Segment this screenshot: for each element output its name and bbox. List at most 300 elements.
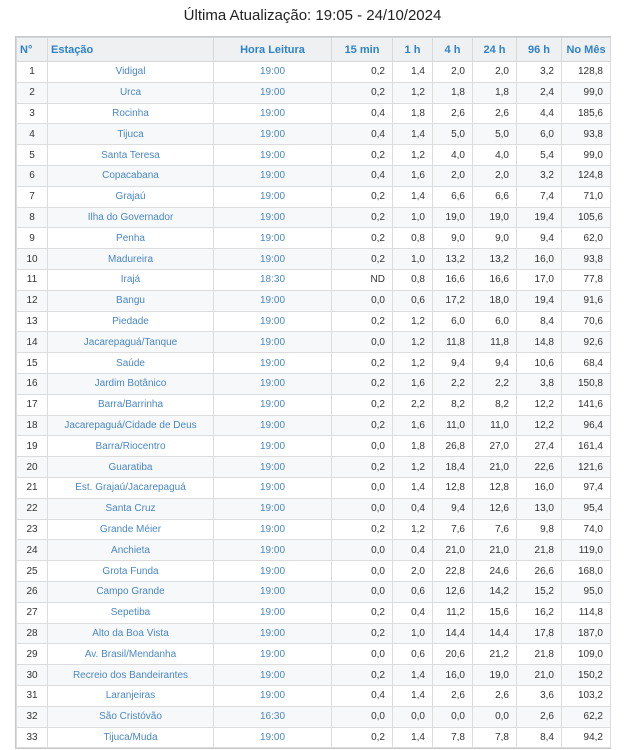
rain-24h: 2,6 bbox=[473, 103, 517, 124]
reading-time: 19:00 bbox=[214, 665, 332, 686]
rain-month: 185,6 bbox=[562, 103, 611, 124]
station-number: 32 bbox=[17, 706, 48, 727]
rain-15min: 0,4 bbox=[332, 103, 393, 124]
rain-1h: 0,4 bbox=[393, 602, 433, 623]
rain-24h: 24,6 bbox=[473, 561, 517, 582]
rain-96h: 3,2 bbox=[517, 62, 562, 83]
rain-month: 99,0 bbox=[562, 82, 611, 103]
rain-96h: 22,6 bbox=[517, 457, 562, 478]
table-row bbox=[17, 727, 611, 748]
table-row bbox=[17, 353, 611, 374]
station-number: 31 bbox=[17, 685, 48, 706]
rain-15min: 0,2 bbox=[332, 665, 393, 686]
rain-15min: 0,0 bbox=[332, 561, 393, 582]
rain-96h: 9,8 bbox=[517, 519, 562, 540]
reading-time: 19:00 bbox=[214, 290, 332, 311]
reading-time: 19:00 bbox=[214, 477, 332, 498]
rain-1h: 0,8 bbox=[393, 228, 433, 249]
rain-1h: 0,6 bbox=[393, 581, 433, 602]
station-name: Penha bbox=[48, 228, 214, 249]
reading-time: 19:00 bbox=[214, 332, 332, 353]
rain-month: 99,0 bbox=[562, 145, 611, 166]
rain-96h: 3,6 bbox=[517, 685, 562, 706]
rain-24h: 12,8 bbox=[473, 477, 517, 498]
rain-15min: 0,0 bbox=[332, 290, 393, 311]
rain-24h: 19,0 bbox=[473, 665, 517, 686]
col-header-number[interactable]: N° bbox=[17, 38, 48, 62]
station-number: 4 bbox=[17, 124, 48, 145]
rain-4h: 17,2 bbox=[433, 290, 473, 311]
rain-96h: 4,4 bbox=[517, 103, 562, 124]
rain-month: 77,8 bbox=[562, 269, 611, 290]
rain-96h: 3,8 bbox=[517, 373, 562, 394]
reading-time: 19:00 bbox=[214, 498, 332, 519]
rain-1h: 1,2 bbox=[393, 82, 433, 103]
rain-month: 114,8 bbox=[562, 602, 611, 623]
rain-96h: 10,6 bbox=[517, 353, 562, 374]
table-row bbox=[17, 436, 611, 457]
table-body bbox=[17, 62, 611, 748]
table-row bbox=[17, 228, 611, 249]
rain-1h: 0,4 bbox=[393, 498, 433, 519]
rain-96h: 17,0 bbox=[517, 269, 562, 290]
reading-time: 19:00 bbox=[214, 373, 332, 394]
rain-month: 92,6 bbox=[562, 332, 611, 353]
rain-1h: 0,0 bbox=[393, 706, 433, 727]
rainfall-table-container bbox=[15, 36, 611, 749]
rain-24h: 21,2 bbox=[473, 644, 517, 665]
table-row bbox=[17, 124, 611, 145]
rain-24h: 16,6 bbox=[473, 269, 517, 290]
rain-96h: 2,4 bbox=[517, 82, 562, 103]
col-header-reading-time[interactable]: Hora Leitura bbox=[214, 38, 332, 62]
station-name: Jacarepaguá/Cidade de Deus bbox=[48, 415, 214, 436]
reading-time: 19:00 bbox=[214, 727, 332, 748]
rain-15min: 0,2 bbox=[332, 373, 393, 394]
rain-24h: 14,2 bbox=[473, 581, 517, 602]
station-number: 6 bbox=[17, 165, 48, 186]
rain-4h: 11,0 bbox=[433, 415, 473, 436]
reading-time: 19:00 bbox=[214, 394, 332, 415]
rain-1h: 1,2 bbox=[393, 145, 433, 166]
station-number: 20 bbox=[17, 457, 48, 478]
rain-1h: 1,2 bbox=[393, 353, 433, 374]
rain-1h: 1,4 bbox=[393, 665, 433, 686]
station-number: 13 bbox=[17, 311, 48, 332]
rain-15min: 0,2 bbox=[332, 62, 393, 83]
rain-month: 93,8 bbox=[562, 124, 611, 145]
rain-96h: 8,4 bbox=[517, 311, 562, 332]
rain-15min: 0,0 bbox=[332, 332, 393, 353]
rain-15min: 0,0 bbox=[332, 644, 393, 665]
rain-24h: 8,2 bbox=[473, 394, 517, 415]
table-row bbox=[17, 249, 611, 270]
table-row bbox=[17, 685, 611, 706]
rain-1h: 1,4 bbox=[393, 477, 433, 498]
rain-month: 95,4 bbox=[562, 498, 611, 519]
station-number: 14 bbox=[17, 332, 48, 353]
reading-time: 19:00 bbox=[214, 165, 332, 186]
rain-24h: 11,0 bbox=[473, 415, 517, 436]
reading-time: 19:00 bbox=[214, 561, 332, 582]
rain-4h: 16,0 bbox=[433, 665, 473, 686]
reading-time: 19:00 bbox=[214, 415, 332, 436]
table-row bbox=[17, 498, 611, 519]
station-name: Barra/Barrinha bbox=[48, 394, 214, 415]
station-number: 5 bbox=[17, 145, 48, 166]
rain-24h: 19,0 bbox=[473, 207, 517, 228]
station-name: São Cristóvão bbox=[48, 706, 214, 727]
rain-15min: 0,2 bbox=[332, 249, 393, 270]
rain-month: 103,2 bbox=[562, 685, 611, 706]
table-row bbox=[17, 290, 611, 311]
rain-1h: 0,4 bbox=[393, 540, 433, 561]
rain-24h: 27,0 bbox=[473, 436, 517, 457]
rain-24h: 14,4 bbox=[473, 623, 517, 644]
rain-15min: 0,2 bbox=[332, 623, 393, 644]
station-name: Irajá bbox=[48, 269, 214, 290]
col-header-24h[interactable]: 24 h bbox=[473, 38, 517, 62]
station-name: Av. Brasil/Mendanha bbox=[48, 644, 214, 665]
rain-15min: 0,2 bbox=[332, 353, 393, 374]
rain-24h: 13,2 bbox=[473, 249, 517, 270]
reading-time: 19:00 bbox=[214, 124, 332, 145]
station-number: 18 bbox=[17, 415, 48, 436]
reading-time: 16:30 bbox=[214, 706, 332, 727]
rain-4h: 2,2 bbox=[433, 373, 473, 394]
rain-1h: 1,2 bbox=[393, 519, 433, 540]
rain-4h: 5,0 bbox=[433, 124, 473, 145]
rain-month: 74,0 bbox=[562, 519, 611, 540]
rain-24h: 4,0 bbox=[473, 145, 517, 166]
rain-96h: 13,0 bbox=[517, 498, 562, 519]
station-name: Tijuca bbox=[48, 124, 214, 145]
rain-24h: 7,8 bbox=[473, 727, 517, 748]
rain-24h: 6,6 bbox=[473, 186, 517, 207]
station-name: Campo Grande bbox=[48, 581, 214, 602]
table-row bbox=[17, 186, 611, 207]
station-name: Barra/Riocentro bbox=[48, 436, 214, 457]
rain-24h: 2,6 bbox=[473, 685, 517, 706]
rain-1h: 1,2 bbox=[393, 332, 433, 353]
rain-15min: 0,0 bbox=[332, 540, 393, 561]
rain-4h: 8,2 bbox=[433, 394, 473, 415]
table-row bbox=[17, 269, 611, 290]
rain-96h: 3,2 bbox=[517, 165, 562, 186]
station-number: 15 bbox=[17, 353, 48, 374]
rain-24h: 21,0 bbox=[473, 457, 517, 478]
rain-1h: 1,6 bbox=[393, 415, 433, 436]
reading-time: 19:00 bbox=[214, 519, 332, 540]
table-row bbox=[17, 415, 611, 436]
reading-time: 19:00 bbox=[214, 103, 332, 124]
rain-1h: 1,4 bbox=[393, 62, 433, 83]
rain-96h: 16,0 bbox=[517, 249, 562, 270]
rain-4h: 11,2 bbox=[433, 602, 473, 623]
col-header-4h[interactable]: 4 h bbox=[433, 38, 473, 62]
rain-1h: 2,0 bbox=[393, 561, 433, 582]
rain-96h: 7,4 bbox=[517, 186, 562, 207]
rain-4h: 9,0 bbox=[433, 228, 473, 249]
rain-month: 91,6 bbox=[562, 290, 611, 311]
rain-4h: 6,6 bbox=[433, 186, 473, 207]
page-title: Última Atualização: 19:05 - 24/10/2024 bbox=[183, 7, 442, 24]
station-number: 1 bbox=[17, 62, 48, 83]
table-row bbox=[17, 103, 611, 124]
reading-time: 19:00 bbox=[214, 685, 332, 706]
station-number: 8 bbox=[17, 207, 48, 228]
rain-1h: 1,2 bbox=[393, 457, 433, 478]
rain-15min: 0,2 bbox=[332, 602, 393, 623]
rain-24h: 21,0 bbox=[473, 540, 517, 561]
table-row bbox=[17, 457, 611, 478]
rain-month: 62,0 bbox=[562, 228, 611, 249]
station-number: 25 bbox=[17, 561, 48, 582]
rain-1h: 1,0 bbox=[393, 207, 433, 228]
rain-96h: 16,0 bbox=[517, 477, 562, 498]
rain-4h: 12,6 bbox=[433, 581, 473, 602]
reading-time: 19:00 bbox=[214, 311, 332, 332]
col-header-month[interactable]: No Mês bbox=[562, 38, 611, 62]
rain-1h: 1,8 bbox=[393, 436, 433, 457]
rain-month: 150,2 bbox=[562, 665, 611, 686]
rain-96h: 14,8 bbox=[517, 332, 562, 353]
rain-15min: 0,2 bbox=[332, 457, 393, 478]
rain-96h: 16,2 bbox=[517, 602, 562, 623]
rain-15min: 0,2 bbox=[332, 186, 393, 207]
rain-15min: 0,2 bbox=[332, 145, 393, 166]
station-name: Copacabana bbox=[48, 165, 214, 186]
station-number: 21 bbox=[17, 477, 48, 498]
table-row bbox=[17, 623, 611, 644]
rain-24h: 11,8 bbox=[473, 332, 517, 353]
col-header-96h[interactable]: 96 h bbox=[517, 38, 562, 62]
rain-4h: 9,4 bbox=[433, 353, 473, 374]
reading-time: 19:00 bbox=[214, 228, 332, 249]
rain-24h: 6,0 bbox=[473, 311, 517, 332]
rain-4h: 4,0 bbox=[433, 145, 473, 166]
rain-month: 93,8 bbox=[562, 249, 611, 270]
rain-24h: 2,0 bbox=[473, 62, 517, 83]
rain-4h: 2,6 bbox=[433, 103, 473, 124]
col-header-15min[interactable]: 15 min bbox=[332, 38, 393, 62]
rain-4h: 14,4 bbox=[433, 623, 473, 644]
station-number: 10 bbox=[17, 249, 48, 270]
station-name: Urca bbox=[48, 82, 214, 103]
rain-1h: 1,0 bbox=[393, 623, 433, 644]
rain-4h: 19,0 bbox=[433, 207, 473, 228]
reading-time: 19:00 bbox=[214, 581, 332, 602]
reading-time: 19:00 bbox=[214, 353, 332, 374]
station-name: Grajaú bbox=[48, 186, 214, 207]
table-row bbox=[17, 394, 611, 415]
station-name: Santa Cruz bbox=[48, 498, 214, 519]
rain-month: 97,4 bbox=[562, 477, 611, 498]
station-name: Vidigal bbox=[48, 62, 214, 83]
station-number: 19 bbox=[17, 436, 48, 457]
rain-4h: 22,8 bbox=[433, 561, 473, 582]
rain-month: 70,6 bbox=[562, 311, 611, 332]
table-row bbox=[17, 561, 611, 582]
rain-15min: 0,4 bbox=[332, 685, 393, 706]
table-row bbox=[17, 332, 611, 353]
station-number: 33 bbox=[17, 727, 48, 748]
rain-4h: 1,8 bbox=[433, 82, 473, 103]
rain-96h: 19,4 bbox=[517, 207, 562, 228]
rain-month: 105,6 bbox=[562, 207, 611, 228]
rain-1h: 1,4 bbox=[393, 124, 433, 145]
rain-month: 187,0 bbox=[562, 623, 611, 644]
rain-1h: 1,8 bbox=[393, 103, 433, 124]
rain-96h: 9,4 bbox=[517, 228, 562, 249]
rain-96h: 5,4 bbox=[517, 145, 562, 166]
rain-month: 121,6 bbox=[562, 457, 611, 478]
rain-month: 62,2 bbox=[562, 706, 611, 727]
station-number: 12 bbox=[17, 290, 48, 311]
station-name: Laranjeiras bbox=[48, 685, 214, 706]
rain-24h: 18,0 bbox=[473, 290, 517, 311]
table-row bbox=[17, 311, 611, 332]
rain-15min: 0,2 bbox=[332, 519, 393, 540]
rain-24h: 5,0 bbox=[473, 124, 517, 145]
station-number: 24 bbox=[17, 540, 48, 561]
table-row bbox=[17, 477, 611, 498]
reading-time: 19:00 bbox=[214, 249, 332, 270]
rain-month: 94,2 bbox=[562, 727, 611, 748]
rain-4h: 6,0 bbox=[433, 311, 473, 332]
table-row bbox=[17, 165, 611, 186]
station-name: Recreio dos Bandeirantes bbox=[48, 665, 214, 686]
rain-4h: 9,4 bbox=[433, 498, 473, 519]
rain-15min: 0,4 bbox=[332, 165, 393, 186]
rain-15min: 0,0 bbox=[332, 477, 393, 498]
table-row bbox=[17, 581, 611, 602]
rain-month: 124,8 bbox=[562, 165, 611, 186]
rain-1h: 0,6 bbox=[393, 290, 433, 311]
rain-month: 150,8 bbox=[562, 373, 611, 394]
station-number: 11 bbox=[17, 269, 48, 290]
station-name: Jardim Botânico bbox=[48, 373, 214, 394]
station-name: Est. Grajaú/Jacarepaguá bbox=[48, 477, 214, 498]
station-number: 27 bbox=[17, 602, 48, 623]
rain-4h: 18,4 bbox=[433, 457, 473, 478]
station-name: Bangu bbox=[48, 290, 214, 311]
rain-month: 141,6 bbox=[562, 394, 611, 415]
table-row bbox=[17, 665, 611, 686]
rain-96h: 12,2 bbox=[517, 394, 562, 415]
station-number: 30 bbox=[17, 665, 48, 686]
rain-15min: 0,0 bbox=[332, 581, 393, 602]
table-row bbox=[17, 62, 611, 83]
station-name: Anchieta bbox=[48, 540, 214, 561]
rain-24h: 15,6 bbox=[473, 602, 517, 623]
rain-15min: 0,2 bbox=[332, 228, 393, 249]
rain-24h: 1,8 bbox=[473, 82, 517, 103]
reading-time: 19:00 bbox=[214, 623, 332, 644]
rain-96h: 19,4 bbox=[517, 290, 562, 311]
table-row bbox=[17, 644, 611, 665]
rain-15min: 0,0 bbox=[332, 498, 393, 519]
table-row bbox=[17, 145, 611, 166]
station-name: Alto da Boa Vista bbox=[48, 623, 214, 644]
rain-4h: 11,8 bbox=[433, 332, 473, 353]
rain-24h: 7,6 bbox=[473, 519, 517, 540]
station-name: Sepetiba bbox=[48, 602, 214, 623]
rain-96h: 8,4 bbox=[517, 727, 562, 748]
rain-month: 161,4 bbox=[562, 436, 611, 457]
table-row bbox=[17, 82, 611, 103]
rain-96h: 15,2 bbox=[517, 581, 562, 602]
rain-15min: 0,2 bbox=[332, 394, 393, 415]
rain-4h: 21,0 bbox=[433, 540, 473, 561]
station-number: 7 bbox=[17, 186, 48, 207]
rain-15min: 0,4 bbox=[332, 124, 393, 145]
reading-time: 19:00 bbox=[214, 186, 332, 207]
station-number: 17 bbox=[17, 394, 48, 415]
reading-time: 19:00 bbox=[214, 457, 332, 478]
rain-96h: 2,6 bbox=[517, 706, 562, 727]
rain-96h: 12,2 bbox=[517, 415, 562, 436]
station-name: Jacarepaguá/Tanque bbox=[48, 332, 214, 353]
rain-96h: 21,8 bbox=[517, 540, 562, 561]
reading-time: 19:00 bbox=[214, 82, 332, 103]
rain-4h: 7,8 bbox=[433, 727, 473, 748]
rain-1h: 1,2 bbox=[393, 311, 433, 332]
rain-15min: 0,2 bbox=[332, 82, 393, 103]
rain-15min: ND bbox=[332, 269, 393, 290]
station-number: 9 bbox=[17, 228, 48, 249]
rain-15min: 0,2 bbox=[332, 415, 393, 436]
station-name: Rocinha bbox=[48, 103, 214, 124]
table-row bbox=[17, 519, 611, 540]
rain-1h: 0,8 bbox=[393, 269, 433, 290]
reading-time: 18:30 bbox=[214, 269, 332, 290]
rain-4h: 2,6 bbox=[433, 685, 473, 706]
station-name: Santa Teresa bbox=[48, 145, 214, 166]
station-name: Ilha do Governador bbox=[48, 207, 214, 228]
rain-1h: 1,0 bbox=[393, 249, 433, 270]
rain-96h: 21,8 bbox=[517, 644, 562, 665]
rain-month: 68,4 bbox=[562, 353, 611, 374]
station-number: 2 bbox=[17, 82, 48, 103]
rain-15min: 0,0 bbox=[332, 706, 393, 727]
rain-1h: 0,6 bbox=[393, 644, 433, 665]
col-header-station[interactable]: Estação bbox=[48, 38, 214, 62]
station-number: 23 bbox=[17, 519, 48, 540]
rain-1h: 2,2 bbox=[393, 394, 433, 415]
rainfall-table bbox=[16, 37, 611, 748]
table-row bbox=[17, 540, 611, 561]
table-row bbox=[17, 373, 611, 394]
station-name: Grota Funda bbox=[48, 561, 214, 582]
station-number: 22 bbox=[17, 498, 48, 519]
rain-4h: 12,8 bbox=[433, 477, 473, 498]
table-row bbox=[17, 207, 611, 228]
station-name: Saúde bbox=[48, 353, 214, 374]
col-header-1h[interactable]: 1 h bbox=[393, 38, 433, 62]
reading-time: 19:00 bbox=[214, 207, 332, 228]
rain-month: 71,0 bbox=[562, 186, 611, 207]
rain-96h: 6,0 bbox=[517, 124, 562, 145]
rain-month: 168,0 bbox=[562, 561, 611, 582]
rain-month: 128,8 bbox=[562, 62, 611, 83]
rain-month: 119,0 bbox=[562, 540, 611, 561]
rain-15min: 0,2 bbox=[332, 311, 393, 332]
station-name: Tijuca/Muda bbox=[48, 727, 214, 748]
rain-4h: 13,2 bbox=[433, 249, 473, 270]
rain-24h: 9,4 bbox=[473, 353, 517, 374]
station-number: 29 bbox=[17, 644, 48, 665]
